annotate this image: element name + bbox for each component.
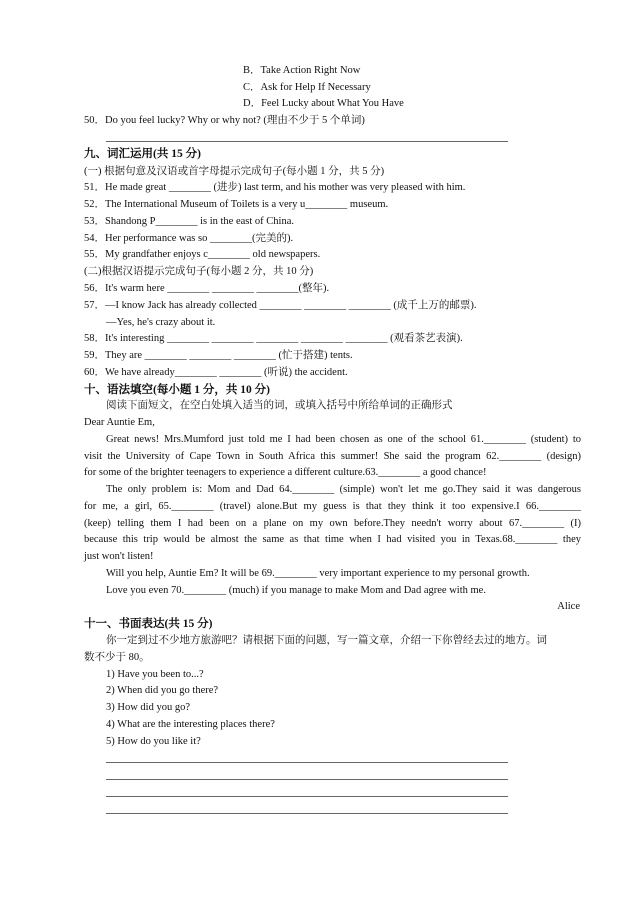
writing-line [106, 762, 508, 763]
question-57-reply: —Yes, he's crazy about it. [106, 317, 216, 328]
passage-line: visit the University of Cape Town in South Africa this summer! She said the program 62.________ (design) [84, 451, 581, 462]
question-59: 59．They are ________ ________ ________ (忙于搭建) tents. [84, 350, 353, 361]
question-57: 57．—I know Jack has already collected ________ ________ ________ (成千上万的邮票). [84, 300, 477, 311]
writing-line [106, 779, 508, 780]
writing-line [106, 813, 508, 814]
passage-line: (keep) telling them I had been on a plane on my own before.They needn't worry about 67.________ (I) [84, 518, 581, 529]
passage-line: just won't listen! [84, 551, 154, 562]
question-50: 50．Do you feel lucky? Why or why not? (理由不少于 5 个单词) [84, 115, 365, 126]
question-60: 60．We have already________ ________ (听说) the accident. [84, 367, 348, 378]
question-56: 56．It's warm here ________ ________ ________(整年). [84, 283, 330, 294]
writing-line [106, 796, 508, 797]
passage-line: Great news! Mrs.Mumford just told me I had been chosen as one of the school 61.________ (student) to [106, 434, 581, 445]
writing-prompt-line2: 数不少于 80。 [84, 652, 150, 663]
passage-line: Will you help, Auntie Em? It will be 69.________ very important experience to my personal growth. [106, 568, 530, 579]
section-9-part2-instruction: (二)根据汉语提示完成句子(每小题 2 分，共 10 分) [84, 266, 314, 277]
option-d: D．Feel Lucky about What You Have [243, 98, 404, 109]
passage-line: for me, a girl, 65.________ (travel) alone.But my guess is that they think it too expensive.I 66.________ [84, 501, 581, 512]
section-10-instruction: 阅读下面短文，在空白处填入适当的词，或填入括号中所给单词的正确形式 [106, 400, 453, 411]
passage-line: because this trip would be almost the same as that time when I had visited you in Texas.68.________ they [84, 534, 581, 545]
passage-line: The only problem is: Mom and Dad 64.________ (simple) won't let me go.They said it was dangerous [106, 484, 581, 495]
question-53: 53．Shandong P________ is in the east of China. [84, 216, 294, 227]
guide-question: 4) What are the interesting places there? [106, 719, 275, 730]
section-11-title: 十一、书面表达(共 15 分) [84, 618, 213, 630]
question-54: 54．Her performance was so ________(完美的). [84, 233, 294, 244]
writing-prompt-line1: 你一定到过不少地方旅游吧？请根据下面的问题，写一篇文章，介绍一下你曾经去过的地方。词 [106, 635, 547, 646]
question-55: 55．My grandfather enjoys c________ old newspapers. [84, 249, 321, 260]
guide-question: 3) How did you go? [106, 702, 190, 713]
section-9-part1-instruction: (一) 根据句意及汉语或首字母提示完成句子(每小题 1 分，共 5 分) [84, 166, 385, 177]
answer-line-50 [106, 141, 508, 142]
question-52: 52．The International Museum of Toilets is a very u________ museum. [84, 199, 389, 210]
passage-line: Love you even 70.________ (much) if you manage to make Mom and Dad agree with me. [106, 585, 486, 596]
section-10-title: 十、语法填空(每小题 1 分，共 10 分) [84, 384, 270, 396]
question-58: 58．It's interesting ________ ________ ________ ________ ________ (观看茶艺表演). [84, 333, 463, 344]
guide-question: 1) Have you been to...? [106, 669, 204, 680]
section-9-title: 九、词汇运用(共 15 分) [84, 148, 201, 160]
guide-question: 2) When did you go there? [106, 685, 219, 696]
letter-salutation: Dear Auntie Em, [84, 417, 155, 428]
option-c: C．Ask for Help If Necessary [243, 82, 371, 93]
guide-question: 5) How do you like it? [106, 736, 201, 747]
passage-line: for some of the brighter teenagers to experience a different culture.63.________ a good chance! [84, 467, 487, 478]
letter-signature: Alice [557, 601, 580, 612]
option-b: B．Take Action Right Now [243, 65, 361, 76]
question-51: 51．He made great ________ (进步) last term, and his mother was very pleased with him. [84, 182, 466, 193]
